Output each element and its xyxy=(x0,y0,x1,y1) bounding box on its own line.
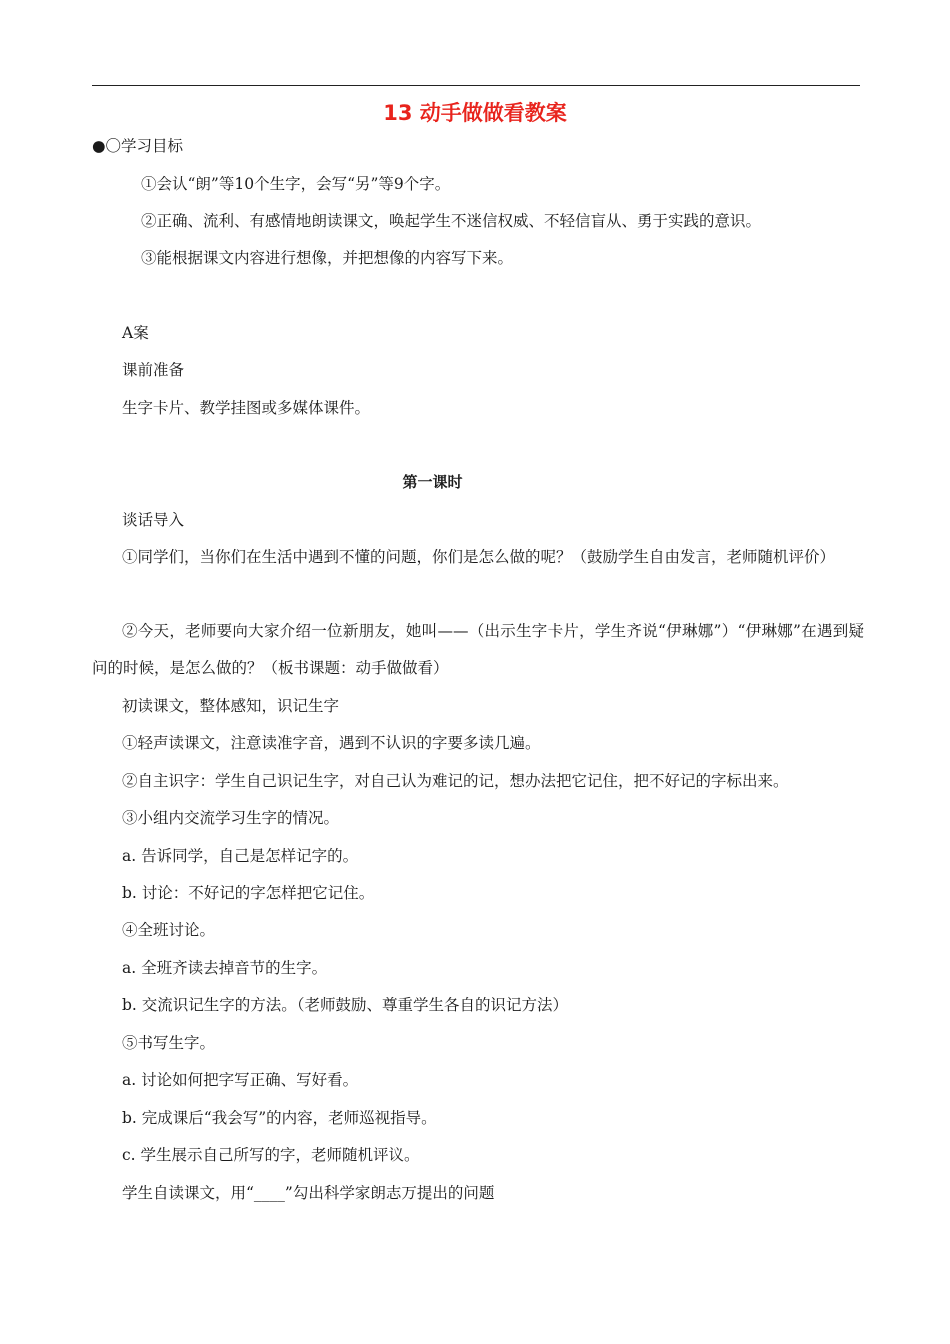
header-rule xyxy=(92,85,860,86)
list-item: b. 讨论：不好记的字怎样把它记住。 xyxy=(122,884,375,902)
intro-paragraph-1: ①同学们，当你们在生活中遇到不懂的问题，你们是怎么做的呢？（鼓励学生自由发言，老师随机评价） xyxy=(122,548,836,566)
list-item: a. 全班齐读去掉音节的生字。 xyxy=(122,959,328,977)
list-item: ①轻声读课文，注意读准字音，遇到不认识的字要多读几遍。 xyxy=(122,734,541,752)
lesson-heading: 第一课时 xyxy=(402,473,463,491)
list-item: b. 交流识记生字的方法。（老师鼓励、尊重学生各自的识记方法） xyxy=(122,996,569,1014)
list-item: 学生自读课文，用“____”勾出科学家朗志万提出的问题 xyxy=(122,1184,495,1202)
goals-heading: ●〇学习目标 xyxy=(92,137,184,155)
intro-paragraph-2: ②今天，老师要向大家介绍一位新朋友，她叫——（出示生字卡片，学生齐说“伊琳娜”）“伊琳娜”在遇到疑问的时候，是怎么做的？（板书课题：动手做做看） xyxy=(92,622,864,677)
goal-item: ③能根据课文内容进行想像，并把想像的内容写下来。 xyxy=(141,249,514,267)
document-title: 13 动手做做看教案 xyxy=(383,101,567,125)
list-item: ②自主识字：学生自己识记生字，对自己认为难记的记，想办法把它记住，把不好记的字标出来。 xyxy=(122,772,789,790)
list-item: ⑤书写生字。 xyxy=(122,1034,216,1052)
goal-item: ①会认“朗”等10个生字，会写“另”等9个字。 xyxy=(141,175,451,193)
list-item: c. 学生展示自己所写的字，老师随机评议。 xyxy=(122,1146,420,1164)
read-heading: 初读课文，整体感知，识记生字 xyxy=(122,697,340,715)
plan-label: A案 xyxy=(122,324,149,342)
prep-heading: 课前准备 xyxy=(122,361,185,379)
list-item: a. 告诉同学，自己是怎样记字的。 xyxy=(122,847,359,865)
list-item: a. 讨论如何把字写正确、写好看。 xyxy=(122,1071,359,1089)
list-item: ③小组内交流学习生字的情况。 xyxy=(122,809,340,827)
list-item: b. 完成课后“我会写”的内容，老师巡视指导。 xyxy=(122,1109,437,1127)
goal-item: ②正确、流利、有感情地朗读课文，唤起学生不迷信权威、不轻信盲从、勇于实践的意识。 xyxy=(141,212,762,230)
prep-text: 生字卡片、教学挂图或多媒体课件。 xyxy=(122,399,371,417)
intro-heading: 谈话导入 xyxy=(122,511,185,529)
list-item: ④全班讨论。 xyxy=(122,921,216,939)
